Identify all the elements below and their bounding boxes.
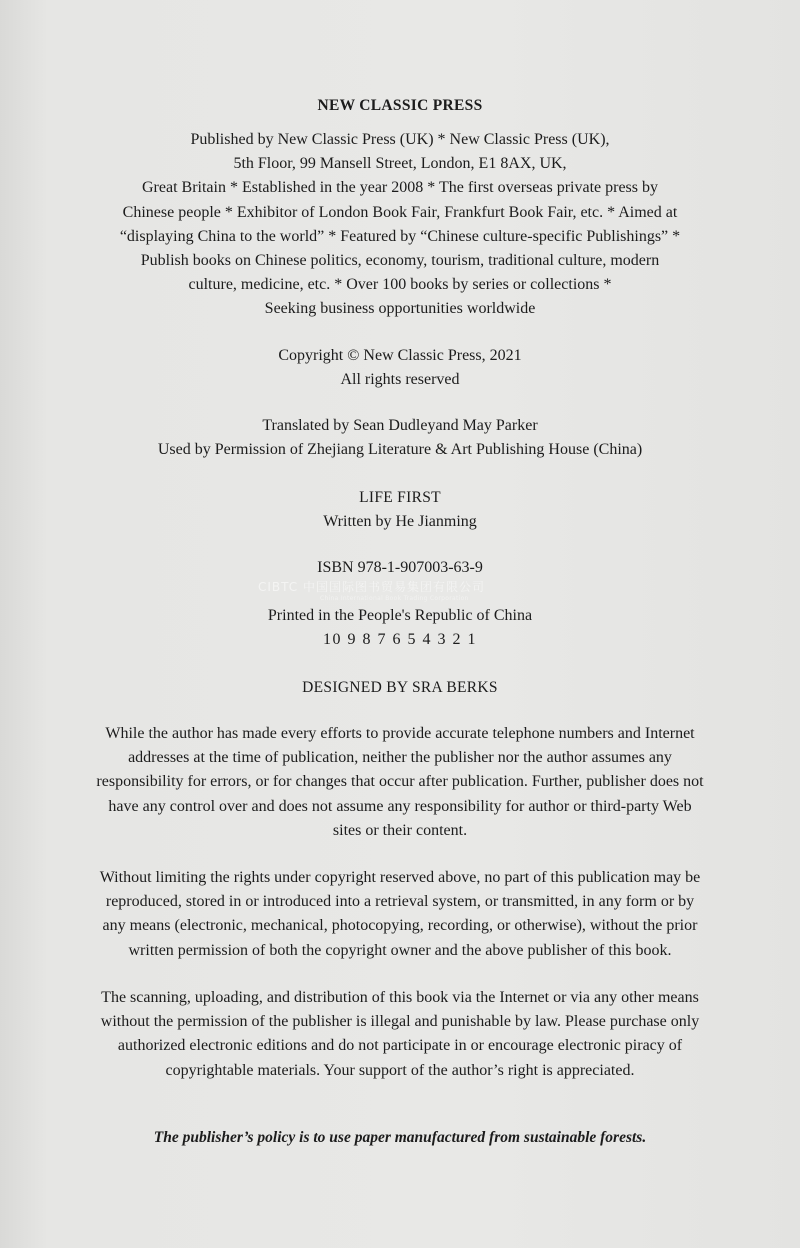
designer-credit: DESIGNED BY SRA BERKS [302,679,498,696]
rights-line: reproduced, stored in or introduced into a retrieval system, or transmitted, in any form or by [105,893,695,911]
piracy-line: copyrightable materials. Your support of the author’s right is appreciated. [165,1061,635,1079]
credits-block [0,414,800,462]
intro-line: Great Britain * Established in the year 2008 * The first overseas private press by [141,179,658,197]
rights-paragraph [0,866,800,963]
footer [0,1126,800,1150]
intro-line: Seeking business opportunities worldwide [264,300,536,318]
copyright-block [0,344,800,392]
isbn: ISBN 978-1-907003-63-9 [317,559,483,576]
disclaimer-line: addresses at the time of publication, neither the publisher nor the author assumes any [128,749,672,767]
intro-line: Published by New Classic Press (UK) * New Classic Press (UK), [190,131,610,148]
press-name: NEW CLASSIC PRESS [317,97,483,114]
copyright-notice: Copyright © New Classic Press, 2021 [278,347,522,364]
rights-line: any means (electronic, mechanical, photocopying, recording, or otherwise), without the prior [102,917,698,935]
book-title: LIFE FIRST [359,489,441,506]
watermark-brand: CIBTC 中国国际图书贸易集团有限公司 [258,580,485,594]
book-author: Written by He Jianming [323,513,477,531]
intro-line: Publish books on Chinese politics, economy, tourism, traditional culture, modern [140,252,660,270]
press-intro [0,128,800,322]
intro-line: Chinese people * Exhibitor of London Book Fair, Frankfurt Book Fair, etc. * Aimed at [122,203,678,221]
watermark-sub: China International Book Trading Corporation [320,595,469,602]
translator-credit: Translated by Sean Dudleyand May Parker [262,417,538,434]
book-info [0,486,800,534]
piracy-line: without the permission of the publisher is illegal and punishable by law. Please purchase only [100,1013,700,1031]
disclaimer-line: While the author has made every efforts to provide accurate telephone numbers and Internet [105,725,695,742]
rights-reserved: All rights reserved [340,371,460,389]
rights-line: Without limiting the rights under copyright reserved above, no part of this publication may be [99,869,701,886]
printing-block [0,604,800,652]
disclaimer-line: have any control over and does not assume any responsibility for author or third-party Web [108,797,692,815]
disclaimer-line: sites or their content. [332,821,468,839]
press-header [0,94,800,118]
designer-block [0,676,800,700]
paper-policy: The publisher’s policy is to use paper manufactured from sustainable forests. [153,1129,647,1146]
printed-in: Printed in the People's Republic of China [267,607,533,624]
disclaimer-paragraph [0,722,800,843]
piracy-line: The scanning, uploading, and distribution of this book via the Internet or via any other means [101,989,699,1006]
cibtc-watermark [258,578,558,602]
print-line: 10 9 8 7 6 5 4 3 2 1 [323,631,477,649]
intro-line: “displaying China to the world” * Featured by “Chinese culture-specific Publishings” * [119,227,681,245]
isbn-block [0,556,800,580]
rights-line: written permission of both the copyright owner and the above publisher of this book. [128,941,672,959]
intro-line: culture, medicine, etc. * Over 100 books by series or collections * [188,276,612,294]
piracy-paragraph [0,986,800,1083]
piracy-line: authorized electronic editions and do not participate in or encourage electronic piracy of [117,1037,683,1055]
disclaimer-line: responsibility for errors, or for changes that occur after publication. Further, publisher does not [96,773,704,791]
intro-line: 5th Floor, 99 Mansell Street, London, E1 8AX, UK, [233,155,567,173]
permission-credit: Used by Permission of Zhejiang Literature & Art Publishing House (China) [157,441,643,459]
